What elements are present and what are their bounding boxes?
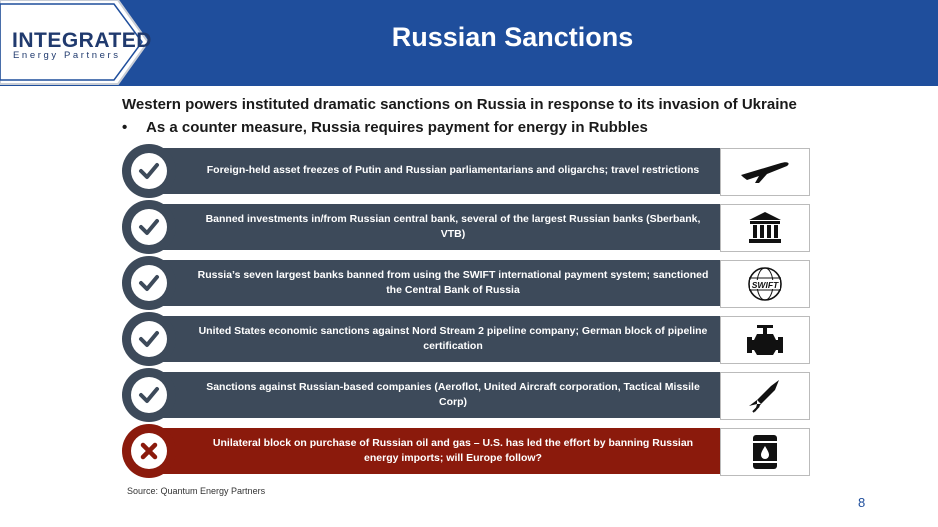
- sanction-text: Foreign-held asset freezes of Putin and Russian parliamentarians and oligarchs; travel restrictions: [152, 148, 740, 194]
- header-bar: [0, 0, 938, 86]
- checkmark-icon: [137, 383, 161, 407]
- status-badge: [122, 256, 176, 310]
- status-badge: [122, 424, 176, 478]
- status-badge: [122, 144, 176, 198]
- missile-icon: [745, 376, 785, 416]
- status-badge: [122, 200, 176, 254]
- cross-icon: [138, 440, 160, 462]
- checkmark-icon: [137, 327, 161, 351]
- bank-icon: [747, 211, 783, 245]
- row-icon-box: [720, 260, 810, 308]
- checkmark-icon: [137, 159, 161, 183]
- sanction-row: [122, 312, 812, 358]
- sanction-row: [122, 256, 812, 302]
- page-title: Russian Sanctions: [391, 22, 634, 52]
- subtitle: Western powers instituted dramatic sanctions on Russia in response to its invasion of Ukraine: [122, 96, 797, 113]
- row-icon-box: [720, 204, 810, 252]
- status-badge: [122, 312, 176, 366]
- pipeline-valve-icon: [745, 323, 785, 357]
- sanction-row: [122, 144, 812, 190]
- company-logo: [0, 0, 152, 84]
- logo-tagline: Energy Partners: [13, 50, 121, 61]
- bullet-point: [122, 119, 648, 136]
- row-icon-box: [720, 428, 810, 476]
- airplane-icon: [737, 157, 793, 187]
- checkmark-icon: [137, 271, 161, 295]
- swift-icon: [746, 265, 784, 303]
- sanction-row: [122, 200, 812, 246]
- checkmark-icon: [137, 215, 161, 239]
- page-number: 8: [858, 495, 866, 510]
- sanction-row: [122, 368, 812, 414]
- sanction-text: Sanctions against Russian-based companies (Aeroflot, United Aircraft corporation, Tactical Missile Corp): [152, 372, 740, 418]
- row-icon-box: [720, 316, 810, 364]
- oil-barrel-icon: [751, 433, 779, 471]
- row-icon-box: [720, 148, 810, 196]
- bullet-marker: •: [122, 119, 128, 136]
- sanction-row-alert: [122, 424, 812, 470]
- swift-label: SWIFT: [751, 280, 779, 290]
- source-note: Source: Quantum Energy Partners: [127, 486, 266, 496]
- sanction-text: Unilateral block on purchase of Russian oil and gas – U.S. has led the effort by banning Russian energy imports; will Europe follow?: [152, 428, 740, 474]
- sanction-text: United States economic sanctions against Nord Stream 2 pipeline company; German block of pipeline certification: [152, 316, 740, 362]
- status-badge: [122, 368, 176, 422]
- sanction-text: Banned investments in/from Russian central bank, several of the largest Russian banks (Sberbank, VTB): [152, 204, 740, 250]
- logo-wordmark: INTEGRATED: [12, 29, 152, 52]
- bullet-text: As a counter measure, Russia requires payment for energy in Rubbles: [146, 119, 648, 136]
- row-icon-box: [720, 372, 810, 420]
- sanction-text: Russia’s seven largest banks banned from using the SWIFT international payment system; sanctioned the Central Bank of Russia: [152, 260, 740, 306]
